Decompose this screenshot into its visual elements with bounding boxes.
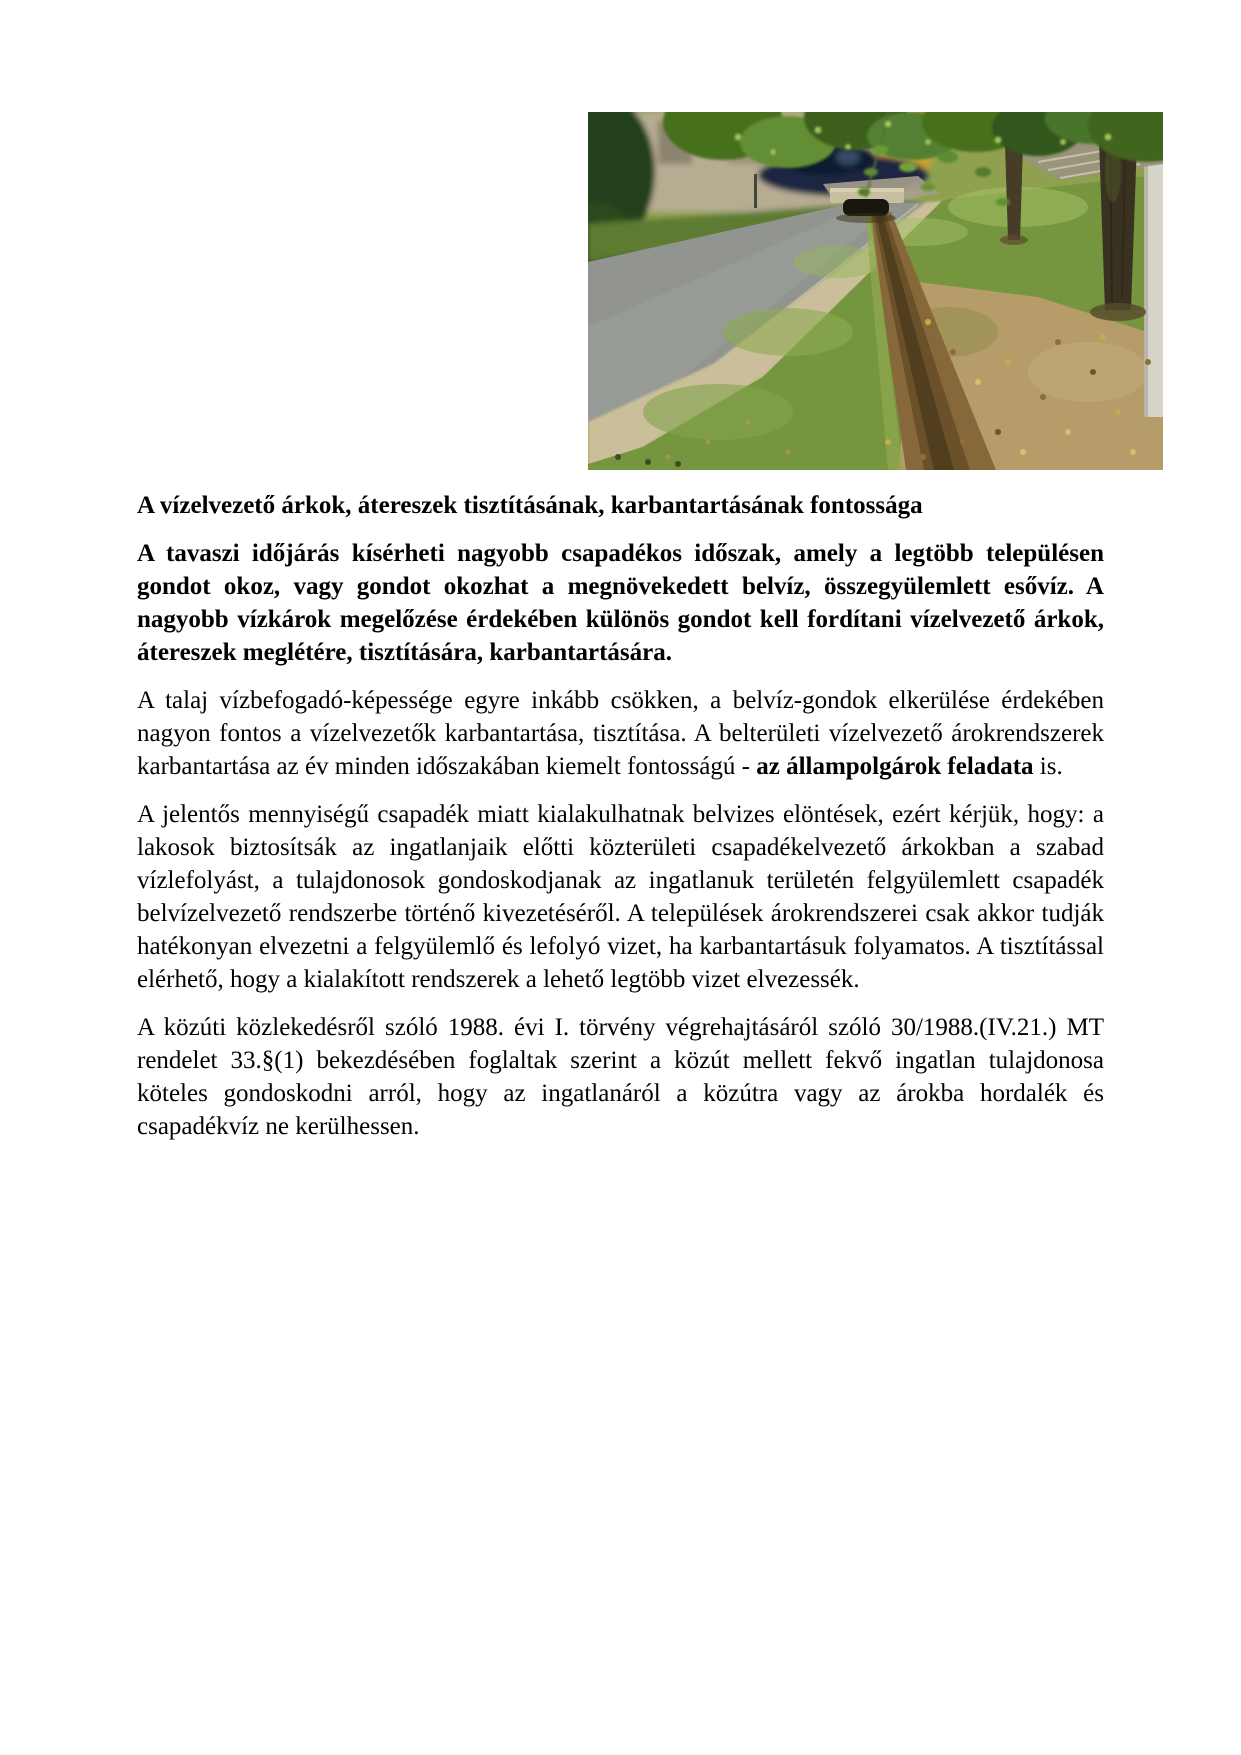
law-paragraph: A közúti közlekedésről szóló 1988. évi I. törvény végrehajtásáról szóló 30/1988.(IV.21.) MT rendelet 33.§(1) bekezdésében foglaltak szerint a közút mellett fekvő ingatlan tulajdonosa köteles gondoskodni arról, hogy az ingatlanáról a közútra vagy az árokba hordalék és csapadékvíz ne kerülhessen. — [137, 1014, 1104, 1140]
citizens-duty-bold-text: az állampolgárok feladata — [756, 753, 1034, 780]
drainage-ditch-photo — [588, 112, 1163, 470]
soil-paragraph-suffix: is. — [1033, 753, 1063, 780]
lead-paragraph: A tavaszi időjárás kísérheti nagyobb csapadékos időszak, amely a legtöbb településen gondot okoz, vagy gondot okozhat a megnövekedett belvíz, összegyülemlett esővíz. A nagyobb vízkárok megelőzése érdekében különös gondot kell fordítani vízelvezető árkok, átereszek meglétére, tisztítására, karbantartására. — [137, 540, 1104, 666]
document-title: A vízelvezető árkok, átereszek tisztításának, karbantartásának fontossága — [137, 492, 923, 519]
request-paragraph: A jelentős mennyiségű csapadék miatt kialakulhatnak belvizes elöntések, ezért kérjük, hogy: a lakosok biztosítsák az ingatlanjaik előtti közterületi csapadékelvezető árkokban a szabad vízlefolyást, a tulajdonosok gondoskodjanak az ingatlanuk területén felgyülemlett csapadék belvízelvezető rendszerbe történő kivezetéséről. A települések árokrendszerei csak akkor tudják hatékonyan elvezetni a felgyülemlő és lefolyó vizet, ha karbantartásuk folyamatos. A tisztítással elérhető, hogy a kialakított rendszerek a lehető legtöbb vizet elvezessék. — [137, 801, 1104, 993]
ditch-photo-illustration — [588, 112, 1163, 470]
soil-paragraph — [137, 684, 1104, 783]
document-body — [137, 489, 1104, 1158]
soil-paragraph-text: A talaj vízbefogadó-képessége egyre inkább csökken, a belvíz-gondok elkerülése érdekében nagyon fontos a vízelvezetők karbantartása, tisztítása. A belterületi vízelvezető árokrendszerek karbantartása az év minden időszakában kiemelt fontosságú - — [137, 687, 1104, 780]
